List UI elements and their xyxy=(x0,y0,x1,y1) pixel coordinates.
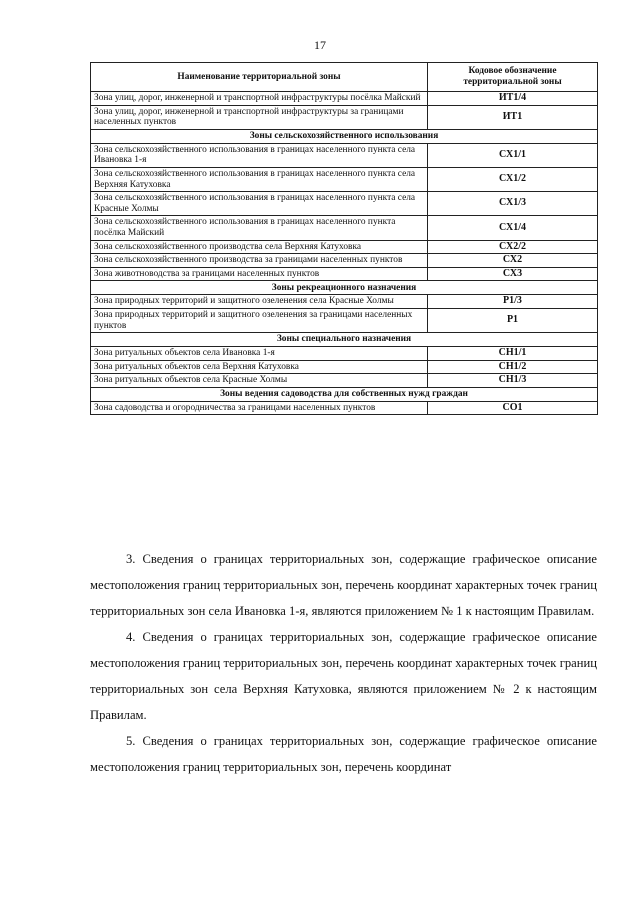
header-zone-name: Наименование территориальной зоны xyxy=(91,63,428,92)
zone-code-cell: ИТ1 xyxy=(428,105,598,129)
table-row xyxy=(91,92,598,106)
table-row xyxy=(91,360,598,374)
zone-name-cell: Зона сельскохозяйственного использования в границах населенного пункта села Верхняя Катуховка xyxy=(91,167,428,191)
page-number: 17 xyxy=(314,38,326,52)
zone-name-cell: Зона ритуальных объектов села Красные Холмы xyxy=(91,374,428,388)
zone-name-cell: Зона ритуальных объектов села Верхняя Катуховка xyxy=(91,360,428,374)
table-row xyxy=(91,308,598,332)
paragraph-4: 4. Сведения о границах территориальных зон, содержащие графическое описание местоположения границ территориальных зон, перечень координат характерных точек границ территориальных зон села Верхняя Катуховка, являются приложением № 2 к настоящим Правилам. xyxy=(90,630,597,722)
paragraph-5: 5. Сведения о границах территориальных зон, содержащие графическое описание местоположения границ территориальных зон, перечень координат xyxy=(90,734,597,774)
zone-name-cell: Зона сельскохозяйственного использования в границах населенного пункта села Ивановка 1-я xyxy=(91,143,428,167)
zone-code-cell: СХ1/2 xyxy=(428,167,598,191)
group-heading: Зоны сельскохозяйственного использования xyxy=(91,129,598,143)
table-row xyxy=(91,105,598,129)
group-heading: Зоны рекреационного назначения xyxy=(91,281,598,295)
zone-name-cell: Зона природных территорий и защитного озеленения за границами населенных пунктов xyxy=(91,308,428,332)
zone-name-cell: Зона сельскохозяйственного использования в границах населенного пункта села Красные Холмы xyxy=(91,192,428,216)
zones-table-body xyxy=(91,92,598,415)
group-heading: Зоны ведения садоводства для собственных нужд граждан xyxy=(91,387,598,401)
zone-name-cell: Зона животноводства за границами населенных пунктов xyxy=(91,267,428,281)
zone-code-cell: СО1 xyxy=(428,401,598,415)
zone-code-cell: СХ1/4 xyxy=(428,216,598,240)
table-row xyxy=(91,267,598,281)
table-row xyxy=(91,216,598,240)
zone-code-cell: СХ2 xyxy=(428,254,598,268)
zone-code-cell: СХ1/1 xyxy=(428,143,598,167)
paragraph-3: 3. Сведения о границах территориальных зон, содержащие графическое описание местоположения границ территориальных зон, перечень координат характерных точек границ территориальных зон села Ивановка 1-я, являются приложением № 1 к настоящим Правилам. xyxy=(90,552,597,618)
table-row xyxy=(91,401,598,415)
zone-code-cell: СН1/2 xyxy=(428,360,598,374)
zone-name-cell: Зона ритуальных объектов села Ивановка 1-я xyxy=(91,347,428,361)
group-heading: Зоны специального назначения xyxy=(91,333,598,347)
body-text xyxy=(90,546,597,780)
zone-code-cell: Р1/3 xyxy=(428,295,598,309)
zone-name-cell: Зона улиц, дорог, инженерной и транспортной инфраструктуры за границами населенных пунктов xyxy=(91,105,428,129)
table-row xyxy=(91,374,598,388)
zone-name-cell: Зона природных территорий и защитного озеленения села Красные Холмы xyxy=(91,295,428,309)
table-row xyxy=(91,192,598,216)
table-group-row xyxy=(91,281,598,295)
table-row xyxy=(91,347,598,361)
zone-name-cell: Зона улиц, дорог, инженерной и транспортной инфраструктуры посёлка Майский xyxy=(91,92,428,106)
zone-name-cell: Зона сельскохозяйственного производства села Верхняя Катуховка xyxy=(91,240,428,254)
table-row xyxy=(91,143,598,167)
zone-code-cell: СХ3 xyxy=(428,267,598,281)
table-group-row xyxy=(91,333,598,347)
table-header-row xyxy=(91,63,598,92)
table-group-row xyxy=(91,387,598,401)
zone-code-cell: Р1 xyxy=(428,308,598,332)
zone-code-cell: СН1/1 xyxy=(428,347,598,361)
zones-table xyxy=(90,62,598,415)
table-row xyxy=(91,167,598,191)
table-row xyxy=(91,254,598,268)
header-zone-code: Кодовое обозначение территориальной зоны xyxy=(428,63,598,92)
zone-name-cell: Зона сельскохозяйственного использования в границах населенного пункта посёлка Майский xyxy=(91,216,428,240)
table-row xyxy=(91,295,598,309)
zone-name-cell: Зона сельскохозяйственного производства за границами населенных пунктов xyxy=(91,254,428,268)
zone-name-cell: Зона садоводства и огородничества за границами населенных пунктов xyxy=(91,401,428,415)
zone-code-cell: СХ2/2 xyxy=(428,240,598,254)
zone-code-cell: СН1/3 xyxy=(428,374,598,388)
table-group-row xyxy=(91,129,598,143)
table-row xyxy=(91,240,598,254)
zone-code-cell: СХ1/3 xyxy=(428,192,598,216)
zone-code-cell: ИТ1/4 xyxy=(428,92,598,106)
